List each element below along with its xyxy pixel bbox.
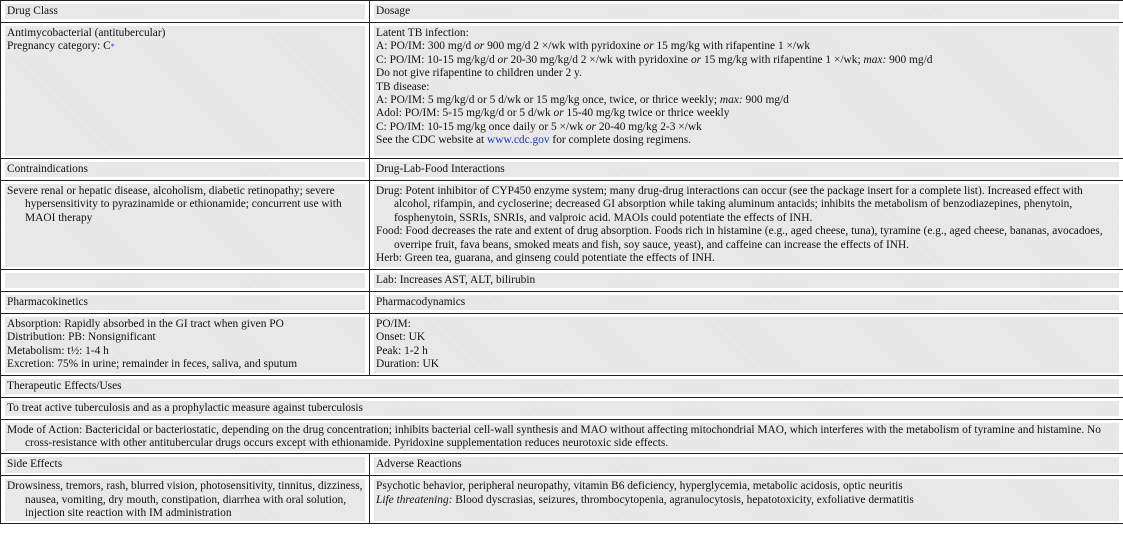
drug-class-header: Drug Class <box>7 5 58 17</box>
herb-interactions: Herb: Green tea, guarana, and ginseng could potentiate the effects of INH. <box>376 252 715 265</box>
interactions-header: Drug-Lab-Food Interactions <box>376 163 505 175</box>
pd-route: PO/IM: <box>376 318 411 330</box>
header-row-side-adverse <box>1 454 1123 476</box>
pk-metabolism: Metabolism: t½: 1-4 h <box>7 344 109 357</box>
pk-absorption: Absorption: Rapidly absorbed in the GI tract when given PO <box>7 318 284 330</box>
life-threatening-reactions: Life threatening: Blood dyscrasias, seizures, thrombocytopenia, agranulocytosis, hepatotoxicity, exfoliative dermatitis <box>376 493 914 506</box>
interactions-header-cell <box>370 159 1123 181</box>
therapeutic-header-cell <box>1 375 1123 397</box>
contraindications-header-cell <box>1 159 370 181</box>
side-effects-cell <box>1 476 370 524</box>
pk-excretion: Excretion: 75% in urine; remainder in feces, saliva, and sputum <box>7 358 298 371</box>
drug-class-text: Antimycobacterial (antitubercular) <box>7 27 166 39</box>
side-effects-header: Side Effects <box>7 458 63 471</box>
cdc-link[interactable]: www.cdc.gov <box>487 134 550 147</box>
dosage-cell <box>370 23 1123 159</box>
content-row-contra-interactions <box>1 181 1123 270</box>
pd-peak: Peak: 1-2 h <box>376 344 428 357</box>
therapeutic-text-cell <box>1 397 1123 419</box>
pharmacodynamics-header-cell <box>370 292 1123 314</box>
content-row-pk-pd <box>1 314 1123 376</box>
adverse-reactions-header: Adverse Reactions <box>376 458 462 471</box>
pk-distribution: Distribution: PB: Nonsignificant <box>7 331 156 344</box>
pd-onset: Onset: UK <box>376 331 426 344</box>
adverse-reactions-cell <box>370 476 1123 524</box>
therapeutic-header-row <box>1 375 1123 397</box>
dosage-header: Dosage <box>376 5 411 17</box>
pregnancy-footnote-marker[interactable]: * <box>110 42 115 52</box>
food-interactions: Food: Food decreases the rate and extent of drug absorption. Foods rich in histamine (e.g., aged cheese, tuna), tyramine (e.g., aged cheese, bananas, avocadoes, overripe fruit, fava beans, smoked meats and fish, soy sauce, yeast), and caffeine can increase the effects of INH. <box>376 225 1103 251</box>
pharmacokinetics-header: Pharmacokinetics <box>7 296 88 308</box>
pharmacokinetics-cell <box>1 314 370 376</box>
interactions-cell <box>370 181 1123 270</box>
header-row-class-dosage <box>1 1 1123 23</box>
dosage-header-cell <box>370 1 1123 23</box>
rifapentine-note: Do not give rifapentine to children under 2 y. <box>376 67 582 80</box>
adverse-reactions-text: Psychotic behavior, peripheral neuropathy, vitamin B6 deficiency, hyperglycemia, metabolic acidosis, optic neuritis <box>376 480 903 493</box>
disease-child-dose: C: PO/IM: 10-15 mg/kg once daily or 5 ×/wk or 20-40 mg/kg 2-3 ×/wk <box>376 120 702 133</box>
drug-interactions: Drug: Potent inhibitor of CYP450 enzyme system; many drug-drug interactions can occur (see the package insert for a complete list). Increased effect with alcohol, rifampin, and cycloserine; decreased GI absorption while taking aluminum antacids; inhibits the metabolism of benzodiazepines, phenytoin, fosphenytoin, SSRIs, SNRIs, and valproic acid. MAOIs could potentiate the effects of INH. <box>376 185 1083 224</box>
mode-of-action-cell <box>1 419 1123 454</box>
side-effects-text: Drowsiness, tremors, rash, blurred vision, photosensitivity, tinnitus, dizziness, nausea, vomiting, dry mouth, constipation, diarrhea with oral solution, injection site reaction with IM administration <box>7 480 363 520</box>
header-row-contra-interactions <box>1 159 1123 181</box>
drug-class-cell <box>1 23 370 159</box>
latent-tb-title: Latent TB infection: <box>376 27 469 39</box>
mode-of-action-text: Mode of Action: Bactericidal or bacteriostatic, depending on the drug concentration; inhibits bacterial cell-wall synthesis and MAO without affecting mitochondrial MAO, which interferes with the metabolism of tyramine and histamine. No cross-resistance with other antitubercular drugs occurs except with ethionamide. Pyridoxine supplementation reduces neurotoxic side effects. <box>7 423 1101 450</box>
mode-of-action-row <box>1 419 1123 454</box>
contraindications-header: Contraindications <box>7 163 88 175</box>
cdc-reference: See the CDC website at www.cdc.gov for complete dosing regimens. <box>376 134 691 147</box>
tb-disease-title: TB disease: <box>376 80 430 93</box>
drug-class-header-cell <box>1 1 370 23</box>
lab-interactions: Lab: Increases AST, ALT, bilirubin <box>376 274 536 286</box>
therapeutic-text-row <box>1 397 1123 419</box>
pharmacodynamics-header: Pharmacodynamics <box>376 296 466 308</box>
side-effects-header-cell <box>1 454 370 476</box>
content-row-side-adverse <box>1 476 1123 524</box>
pregnancy-category <box>7 40 363 53</box>
content-row-class-dosage <box>1 23 1123 159</box>
adverse-reactions-header-cell <box>370 454 1123 476</box>
disease-adult-dose: A: PO/IM: 5 mg/kg/d or 5 d/wk or 15 mg/kg once, twice, or thrice weekly; max: 900 mg/d <box>376 94 789 107</box>
header-row-pk-pd <box>1 292 1123 314</box>
lab-row <box>1 270 1123 292</box>
lab-cell <box>370 270 1123 292</box>
pregnancy-category-label: Pregnancy category: C <box>7 40 111 53</box>
pharmacokinetics-header-cell <box>1 292 370 314</box>
therapeutic-text: To treat active tuberculosis and as a prophylactic measure against tuberculosis <box>7 401 363 414</box>
latent-child-dose: C: PO/IM: 10-15 mg/kg/d or 20-30 mg/kg/d 2 ×/wk with pyridoxine or 15 mg/kg with rifapentine 1 ×/wk; max: 900 mg/d <box>376 53 933 66</box>
contraindications-cell <box>1 181 370 270</box>
therapeutic-header: Therapeutic Effects/Uses <box>7 379 122 392</box>
contraindications-text: Severe renal or hepatic disease, alcoholism, diabetic retinopathy; severe hypersensitivity to pyrazinamide or ethionamide; concurrent use with MAOI therapy <box>7 185 342 224</box>
disease-adolescent-dose: Adol: PO/IM: 5-15 mg/kg/d or 5 d/wk or 15-40 mg/kg twice or thrice weekly <box>376 107 730 120</box>
pd-duration: Duration: UK <box>376 358 439 371</box>
latent-adult-dose: A: PO/IM: 300 mg/d or 900 mg/d 2 ×/wk with pyridoxine or 15 mg/kg with rifapentine 1 ×/wk <box>376 40 811 53</box>
pharmacodynamics-cell <box>370 314 1123 376</box>
lab-empty-cell <box>1 270 370 292</box>
